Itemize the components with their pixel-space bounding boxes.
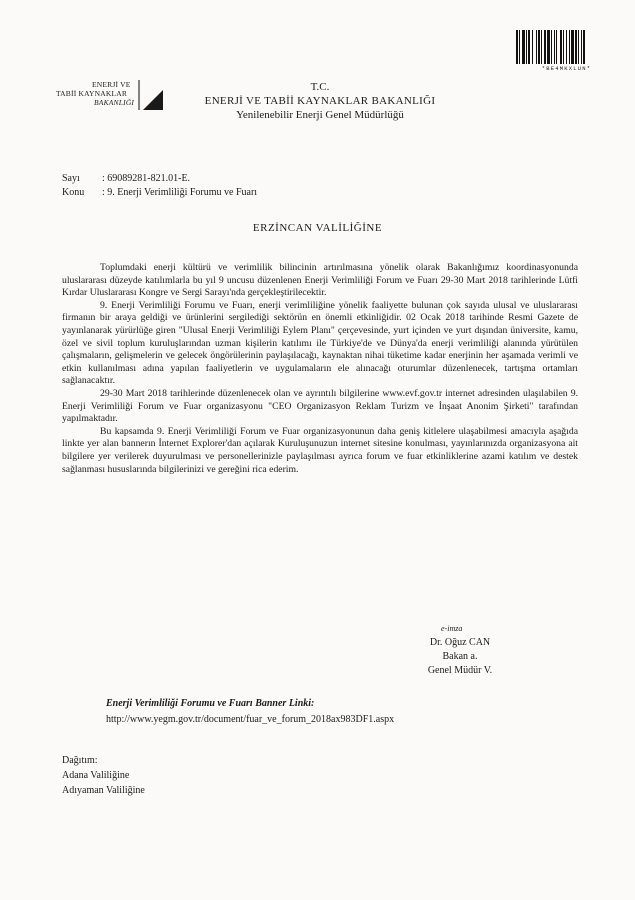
header-department: Yenilenebilir Enerji Genel Müdürlüğü	[236, 109, 404, 121]
distribution-item: Adana Valiliğine	[62, 770, 130, 781]
barcode-number: *BE4MKXLUN*	[541, 65, 592, 72]
letterhead	[150, 80, 490, 122]
banner-block	[106, 696, 394, 728]
distribution-label: Dağıtım:	[62, 755, 98, 766]
konu-value: : 9. Enerji Verimliliği Forumu ve Fuarı	[102, 187, 258, 198]
header-tc: T.C.	[310, 81, 330, 93]
signature-block	[400, 636, 520, 678]
distribution-block	[62, 753, 145, 798]
sayi-label: Sayı	[62, 173, 80, 184]
konu-label: Konu	[62, 187, 85, 198]
signer-title-2: Genel Müdür V.	[427, 665, 493, 676]
body-paragraph-2: 9. Enerji Verimliliği Forumu ve Fuarı, enerji verimliliğine yönelik faaliyette bulunan çok sayıda ulusal ve uluslararası firmanın bir araya geldiği ve ürünlerini sergilediği sektörün en önemli etkinliğidir. 02 Ocak 2018 tarihinde Resmi Gazete de yayınlanarak yürürlüğe giren "Ulusal Enerji Verimliliği Eylem Planı" çerçevesinde, yurt içinden ve yurt dışından üniversite, kamu, özel ve sivil toplum kuruluşlarından uzman kişilerin katılımı ile Türkiye'de ve Dünya'da enerji verimliliği alanında yürütülen çalışmaların, gelişmelerin ve gelecek öngörülerinin paylaşılacağı, kaynaktan nihai tüketime kadar enerjinin her aşamada verimli ve etkin kullanılması adına yapılan faaliyetlerin ve uygulamaların ele alınacağı oturumlar düzenlenecek, tartışma ortamları sağlanacaktır.	[62, 299, 578, 387]
body-paragraph-3: 29-30 Mart 2018 tarihlerinde düzenlenecek olan ve ayrıntılı bilgilerine www.evf.gov.tr internet adresinden ulaşılabilen 9. Enerji Verimliliği Forum ve Fuar organizasyonu "CEO Organizasyon Reklam Turizm ve İnşaat Anonim Şirketi" tarafından yapılmaktadır.	[62, 387, 578, 425]
body-paragraph-4: Bu kapsamda 9. Enerji Verimliliği Forum ve Fuar organizasyonunun daha geniş kitlelere ulaşabilmesi amacıyla aşağıda linkte yer alan bannerın İnternet Explorer'dan açılarak Kuruluşunuzun internet sitesine konulması, yayınlarınızda organizasyona ait bilgilere yer verilerek duyurulması ve personellerinizle paylaşılması ayrıca forum ve fuar etkinliklerine azami katılım ve destek sağlanması hususlarında bilgilerinizi ve gereğini rica ederim.	[62, 425, 578, 475]
barcode-icon	[515, 30, 618, 64]
logo-line-3: BAKANLIĞI	[94, 98, 135, 107]
signer-name: Dr. Oğuz CAN	[429, 637, 491, 648]
logo-line-2: TABİİ KAYNAKLAR	[56, 89, 128, 98]
letter-body	[62, 262, 578, 476]
banner-title: Enerji Verimliliği Forumu ve Fuarı Banner Linki:	[106, 698, 315, 709]
sayi-value: : 69089281-821.01-E.	[102, 173, 191, 184]
header-ministry: ENERJİ VE TABİİ KAYNAKLAR BAKANLIĞI	[204, 95, 436, 107]
recipient: ERZİNCAN VALİLİĞİNE	[252, 222, 383, 234]
logo-line-1: ENERJİ VE	[92, 80, 131, 89]
banner-link[interactable]: http://www.yegm.gov.tr/document/fuar_ve_forum_2018ax983DF1.aspx	[106, 714, 395, 725]
distribution-item: Adıyaman Valiliğine	[62, 785, 145, 796]
konu-row	[62, 186, 257, 199]
body-paragraph-1: Toplumdaki enerji kültürü ve verimlilik bilincinin artırılmasına yönelik olarak Bakanlığımız koordinasyonunda uluslararası düzeyde katılımlarla bu yıl 9 uncusu düzenlenen Enerji Verimliliği Forum ve Fuarı 29-30 Mart 2018 tarihlerinde Lütfi Kırdar Uluslararası Kongre ve Sergi Sarayı'nda gerçekleştirilecektir.	[62, 262, 578, 299]
sayi-row	[62, 172, 190, 185]
signer-title-1: Bakan a.	[442, 651, 478, 662]
e-signature-mark: e-imza	[441, 624, 463, 633]
